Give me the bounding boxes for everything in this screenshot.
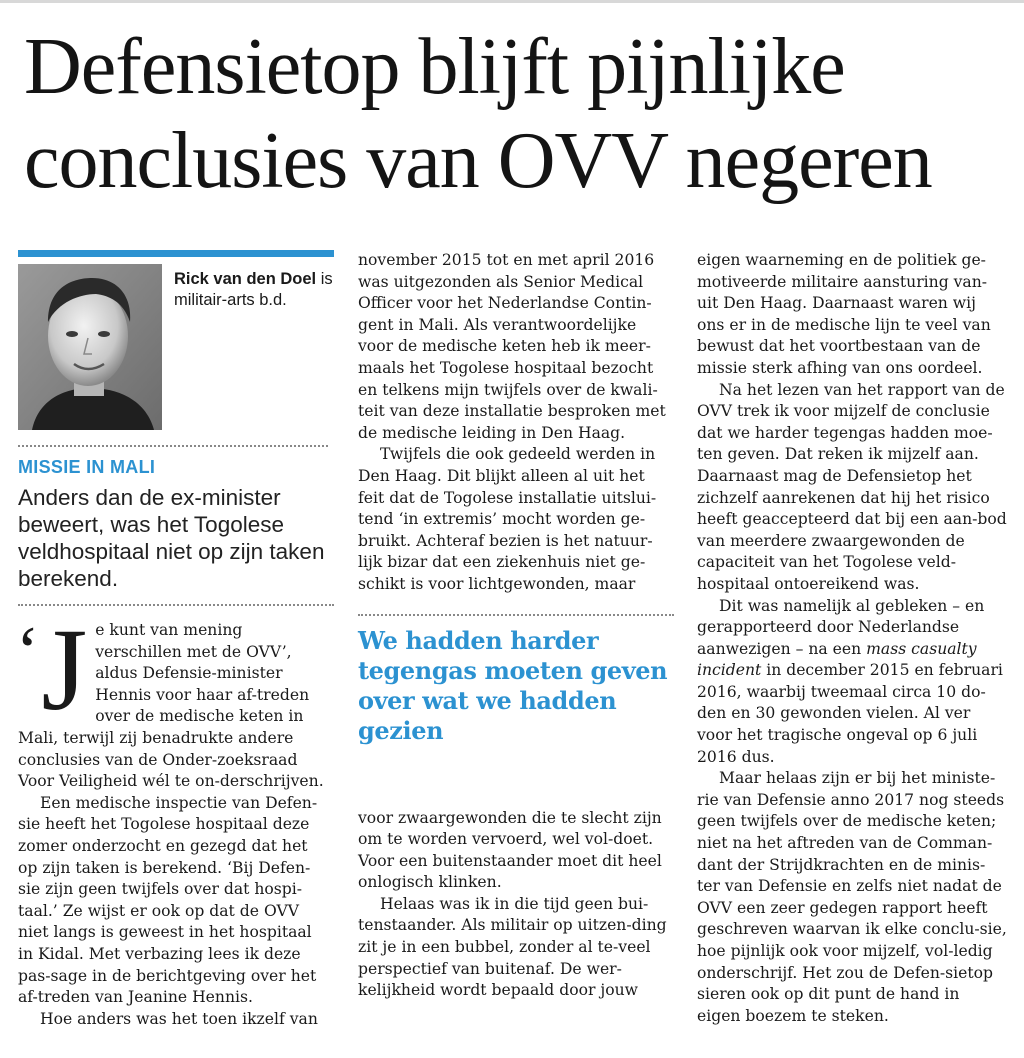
column-3 [697,250,1007,1027]
paragraph: Hoe anders was het toen ikzelf van [40,1009,318,1028]
accent-bar [18,250,334,257]
author-name: Rick van den Doel [174,270,317,288]
body-start [16,604,328,793]
paragraph: Helaas was ik in die tijd geen bui-tenstaander. Als militair op uitzen-ding zit je in een bubbel, zonder al te-veel perspectief van buitenaf. De wer-kelijkheid wordt bepaald door jouw [358,894,667,1000]
author-photo [18,264,162,430]
author-bio: is militair-arts b.d. [174,270,333,309]
paragraph: Maar helaas zijn er bij het ministe-rie van Defensie anno 2017 nog steeds geen twijfels over de medische keten; niet na het aftreden van de Comman-dant der Strijdkrachten en de minis-ter van Defensie en zelfs niet nadat de OVV een zeer gedegen rapport heeft geschreven waarvan ik elke conclu-sie, hoe pijnlijk ook voor mijzelf, vol-ledig onderschrijf. Het zou de Defen-sietop sieren ook op dit punt de hand in eigen boezem te steken. [697,769,1007,1025]
section-kicker: MISSIE IN MALI [18,445,328,478]
paragraph: e kunt van mening verschillen met de OVV’, aldus Defensie-minister Hennis voor haar af-treden over de medische keten in Mali, terwijl zij benadrukte andere conclusies van de Onder-zoeksraad Voor Veiligheid wél te on-derschrijven. [18,621,324,791]
paragraph: Dit was namelijk al gebleken – en gerapporteerd door Nederlandse aanwezigen – na een mass casualty incident in december 2015 en februari 2016, waarbij tweemaal circa 10 do-den en 30 gewonden vielen. Al ver voor het tragische ongeval op 6 juli 2016 dus. [697,596,1003,766]
intro-text: Anders dan de ex-minister beweert, was het Togolese veldhospitaal niet op zijn taken berekend. [18,485,325,591]
divider [358,614,674,616]
paragraph: eigen waarneming en de politiek ge-motiveerde militaire aansturing van-uit Den Haag. Daarnaast waren wij ons er in de medische lijn te veel van bewust dat het voortbestaan van de missie sterk afhing van ons oordeel. [697,251,991,377]
author-credit [174,269,334,311]
drop-cap: ‘J [16,604,88,735]
column-1 [16,250,333,1030]
paragraph: Een medische inspectie van Defen-sie heeft het Togolese hospitaal deze zomer onderzocht en gezegd dat het op zijn taken is berekend. ‘Bij Defen-sie zijn geen twijfels over dat hospi-taal.’ Ze wijst er ook op dat de OVV niet langs is geweest in het hospitaal in Kidal. Met verbazing lees ik deze pas-sage in de berichtgeving over het af-treden van Jeanine Hennis. [18,793,318,1007]
headline: Defensietop blijft pijnlijke conclusies van OVV negeren [24,23,932,205]
paragraph: november 2015 tot en met april 2016 was uitgezonden als Senior Medical Officer voor het Nederlandse Contin-gent in Mali. Als verantwoordelijke voor de medische keten heb ik meer-maals het Togolese hospitaal bezocht en telkens mijn twijfels over de kwali-teit van deze installatie besproken met de medische leiding in Den Haag. [358,251,666,442]
pull-quote: We hadden harder tegengas moeten geven over wat we hadden gezien [358,625,668,745]
paragraph: voor zwaargewonden die te slecht zijn om te worden vervoerd, wel vol-doet. Voor een buitenstaander moet dit heel onlogisch klinken. [358,808,662,892]
paragraph: Na het lezen van het rapport van de OVV trek ik voor mijzelf de conclusie dat we harder tegengas hadden moe-ten geven. Dat reken ik mijzelf aan. Daarnaast mag de Defensietop het zichzelf aanrekenen dat hij het risico heeft geaccepteerd dat bij een aan-bod van meerdere zwaargewonden de capaciteit van het Togolese veld-hospitaal ontoereikend was. [697,380,1007,593]
top-rule [0,0,1024,3]
italic-term: mass casualty incident [697,639,977,680]
paragraph: Twijfels die ook gedeeld werden in Den Haag. Dit blijkt alleen al uit het feit dat de Togolese installatie uitslui-tend ‘in extremis’ mocht worden ge-bruikt. Achteraf bezien is het natuur-lijk bizar dat een ziekenhuis niet ge-schikt is voor lichtgewonden, maar [358,445,657,593]
column-2 [358,250,668,1002]
author-box [18,261,333,439]
